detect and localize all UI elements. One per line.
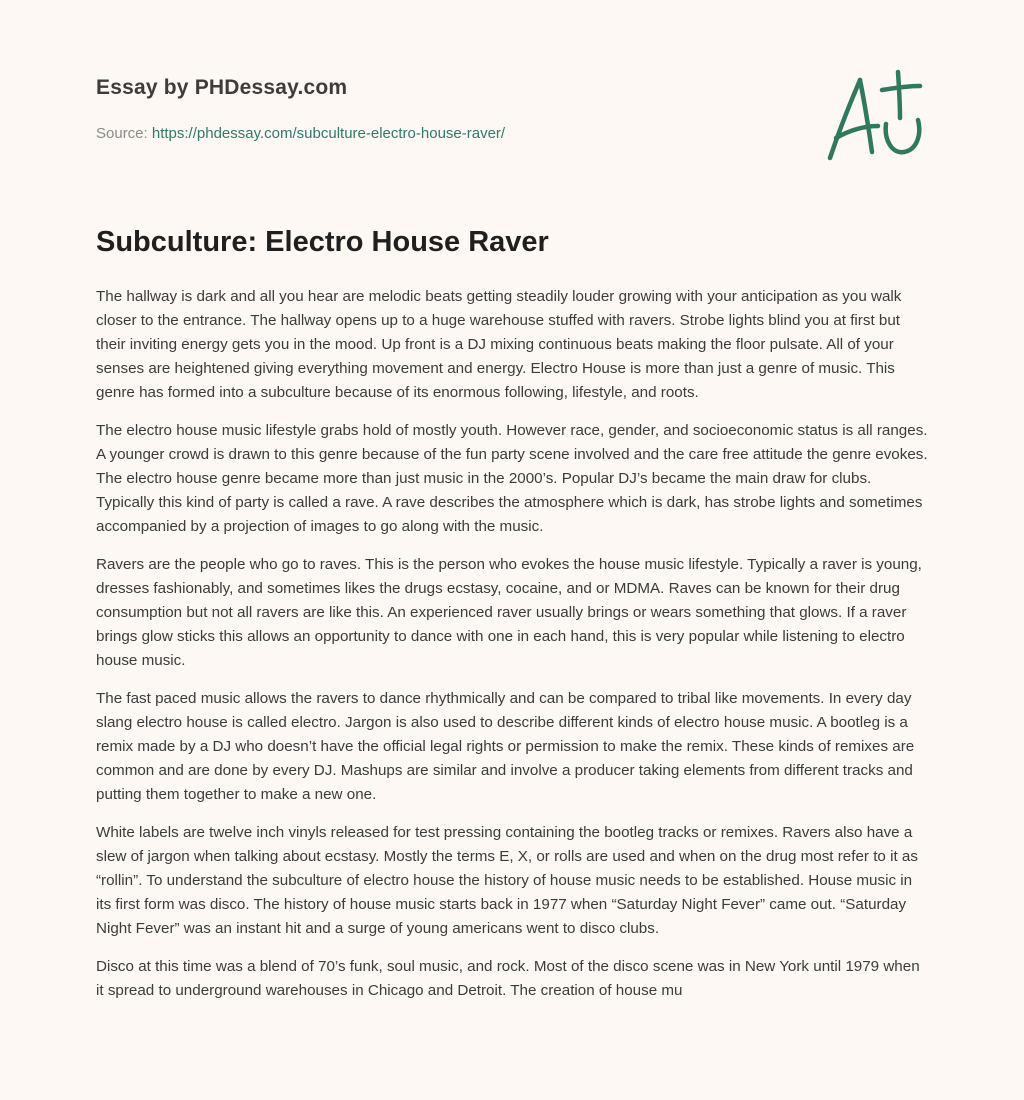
essay-paragraph: Disco at this time was a blend of 70’s funk, soul music, and rock. Most of the disco scene was in New York until 1979 when it spread to underground warehouses in Chicago and Detroit. The creation of house mu (96, 958, 920, 999)
essay-body (96, 285, 930, 1017)
essay-paragraph: The hallway is dark and all you hear are melodic beats getting steadily louder growing with your anticipation as you walk closer to the entrance. The hallway opens up to a huge warehouse stuffed with ravers. Strobe lights blind you at first but their inviting energy gets you in the mood. Up front is a DJ mixing continuous beats making the floor pulsate. All of your senses are heightened giving everything movement and energy. Electro House is more than just a genre of music. This genre has formed into a subculture because of its enormous following, lifestyle, and roots. (96, 288, 902, 401)
essay-paragraph: The fast paced music allows the ravers to dance rhythmically and can be compared to tribal like movements. In every day slang electro house is called electro. Jargon is also used to describe different kinds of electro house music. A bootleg is a remix made by a DJ who doesn’t have the official legal rights or permission to make the remix. These kinds of remixes are common and are done by every DJ. Mashups are similar and involve a producer taking elements from different tracks and putting them together to make a new one. (96, 690, 915, 803)
a-plus-logo-icon (820, 66, 930, 166)
essay-paragraph: The electro house music lifestyle grabs hold of mostly youth. However race, gender, and socioeconomic status is all ranges. A younger crowd is drawn to this genre because of the fun party scene involved and the care free attitude the genre evokes. The electro house genre became more than just music in the 2000’s. Popular DJ’s became the main draw for clubs. Typically this kind of party is called a rave. A rave describes the atmosphere which is dark, has strobe lights and sometimes accompanied by a projection of images to go along with the music. (96, 422, 928, 535)
site-brand: Essay by PHDessay.com (96, 76, 348, 99)
essay-paragraph: White labels are twelve inch vinyls released for test pressing containing the bootleg tracks or remixes. Ravers also have a slew of jargon when talking about ecstasy. Mostly the terms E, X, or rolls are used and when on the drug most refer to it as “rollin”. To understand the subculture of electro house the history of house music needs to be established. House music in its first form was disco. The history of house music starts back in 1977 when “Saturday Night Fever” came out. “Saturday Night Fever” was an instant hit and a surge of young americans went to disco clubs. (96, 824, 918, 937)
essay-title: Subculture: Electro House Raver (96, 226, 549, 258)
source-line (96, 125, 505, 142)
source-label: Source: (96, 125, 152, 142)
essay-paragraph: Ravers are the people who go to raves. This is the person who evokes the house music lifestyle. Typically a raver is young, dresses fashionably, and sometimes likes the drugs ecstasy, cocaine, and or MDMA. Raves can be known for their drug consumption but not all ravers are like this. An experienced raver usually brings or wears something that glows. If a raver brings glow sticks this allows an opportunity to dance with one in each hand, this is very popular while listening to electro house music. (96, 556, 922, 669)
source-link[interactable]: https://phdessay.com/subculture-electro-house-raver/ (151, 125, 506, 142)
